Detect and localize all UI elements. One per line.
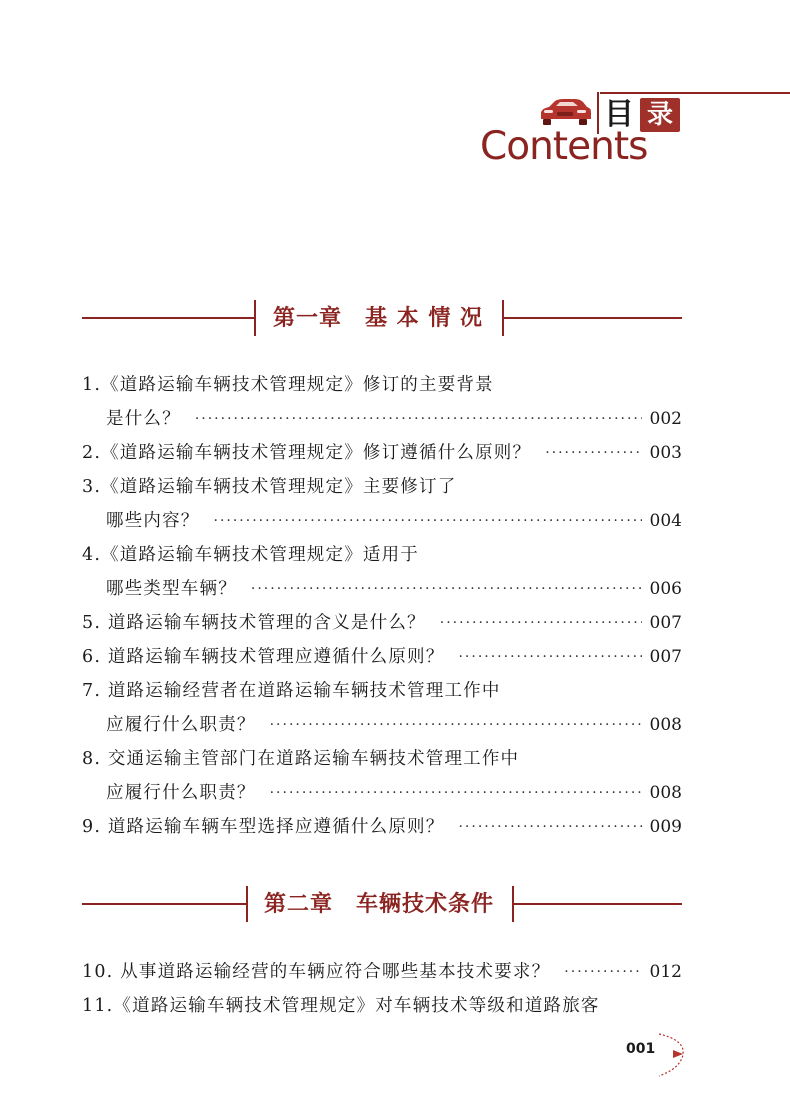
toc-entry-text: 应履行什么职责？ — [106, 783, 256, 803]
chapter-2-rule-left — [82, 903, 246, 905]
toc-entry-7-line-2[interactable] — [82, 708, 682, 742]
toc-entry-text: 应履行什么职责？ — [106, 715, 256, 735]
title-lu-box: 录 — [640, 98, 680, 132]
header-rule — [600, 92, 790, 94]
chapter-2-title: 第二章 车辆技术条件 — [263, 891, 494, 917]
contents-word: Contents — [480, 124, 648, 169]
chapter-1-title: 第一章 基 本 情 况 — [273, 305, 483, 331]
toc-entry-4-line-1[interactable] — [82, 538, 682, 572]
dot-leader — [251, 572, 642, 606]
toc-entry-text: 2.《道路运输车辆技术管理规定》修订遵循什么原则？ — [82, 443, 532, 463]
toc-entry-text: 9. 道路运输车辆车型选择应遵循什么原则？ — [82, 817, 445, 837]
toc-page-number: 008 — [649, 783, 682, 803]
dot-leader — [440, 606, 642, 640]
toc-entry-text: 是什么？ — [106, 409, 181, 429]
toc-page-number: 009 — [649, 817, 682, 837]
dot-leader — [458, 640, 641, 674]
dot-leader — [458, 810, 641, 844]
toc-entry-text: 4.《道路运输车辆技术管理规定》适用于 — [82, 545, 419, 565]
toc-entry-1-line-1[interactable] — [82, 368, 682, 402]
toc-entry-text: 哪些类型车辆？ — [106, 579, 237, 599]
toc-entry-text: 8. 交通运输主管部门在道路运输车辆技术管理工作中 — [82, 749, 520, 769]
toc-entry-9[interactable] — [82, 810, 682, 844]
dot-leader — [214, 504, 642, 538]
toc-entry-5[interactable] — [82, 606, 682, 640]
page-number: 001 — [626, 1041, 656, 1057]
toc-page-number: 008 — [649, 715, 682, 735]
toc-page-number: 007 — [649, 647, 682, 667]
dot-leader — [564, 955, 641, 989]
toc-entry-text: 哪些内容？ — [106, 511, 200, 531]
dot-leader — [545, 436, 641, 470]
dot-leader — [270, 708, 642, 742]
toc-entry-text: 10. 从事道路运输经营的车辆应符合哪些基本技术要求？ — [82, 962, 551, 982]
toc-page-number: 003 — [649, 443, 682, 463]
dot-leader — [270, 776, 642, 810]
toc-entry-text: 5. 道路运输车辆技术管理的含义是什么？ — [82, 613, 426, 633]
toc-entry-3-line-1[interactable] — [82, 470, 682, 504]
toc-entry-8-line-1[interactable] — [82, 742, 682, 776]
chapter-1-bar-left — [254, 300, 256, 336]
toc-entry-8-line-2[interactable] — [82, 776, 682, 810]
toc-chapter-2 — [82, 955, 682, 1023]
toc-entry-text: 6. 道路运输车辆技术管理应遵循什么原则？ — [82, 647, 445, 667]
toc-entry-7-line-1[interactable] — [82, 674, 682, 708]
toc-entry-4-line-2[interactable] — [82, 572, 682, 606]
toc-entry-text: 1.《道路运输车辆技术管理规定》修订的主要背景 — [82, 375, 494, 395]
toc-entry-11-line-1[interactable] — [82, 989, 682, 1023]
toc-chapter-1 — [82, 368, 682, 844]
title-mu: 目 — [604, 97, 634, 132]
toc-entry-text: 11.《道路运输车辆技术管理规定》对车辆技术等级和道路旅客 — [82, 996, 600, 1016]
toc-page-number: 006 — [649, 579, 682, 599]
arrow-arc-icon — [655, 1030, 695, 1080]
chapter-2-heading — [82, 884, 682, 924]
toc-entry-1-line-2[interactable] — [82, 402, 682, 436]
chapter-2-rule-right — [514, 903, 682, 905]
toc-entry-3-line-2[interactable] — [82, 504, 682, 538]
toc-page-number: 002 — [649, 409, 682, 429]
chapter-1-heading — [82, 298, 682, 338]
toc-page-number: 012 — [649, 962, 682, 982]
dot-leader — [195, 402, 642, 436]
toc-entry-6[interactable] — [82, 640, 682, 674]
toc-page-number: 007 — [649, 613, 682, 633]
toc-entry-10[interactable] — [82, 955, 682, 989]
car-icon — [535, 97, 593, 127]
toc-entry-text: 7. 道路运输经营者在道路运输车辆技术管理工作中 — [82, 681, 501, 701]
chapter-1-rule-right — [504, 317, 682, 319]
toc-page-number: 004 — [649, 511, 682, 531]
chapter-1-rule-left — [82, 317, 254, 319]
chapter-2-bar-left — [246, 886, 248, 922]
toc-entry-text: 3.《道路运输车辆技术管理规定》主要修订了 — [82, 477, 457, 497]
toc-entry-2[interactable] — [82, 436, 682, 470]
